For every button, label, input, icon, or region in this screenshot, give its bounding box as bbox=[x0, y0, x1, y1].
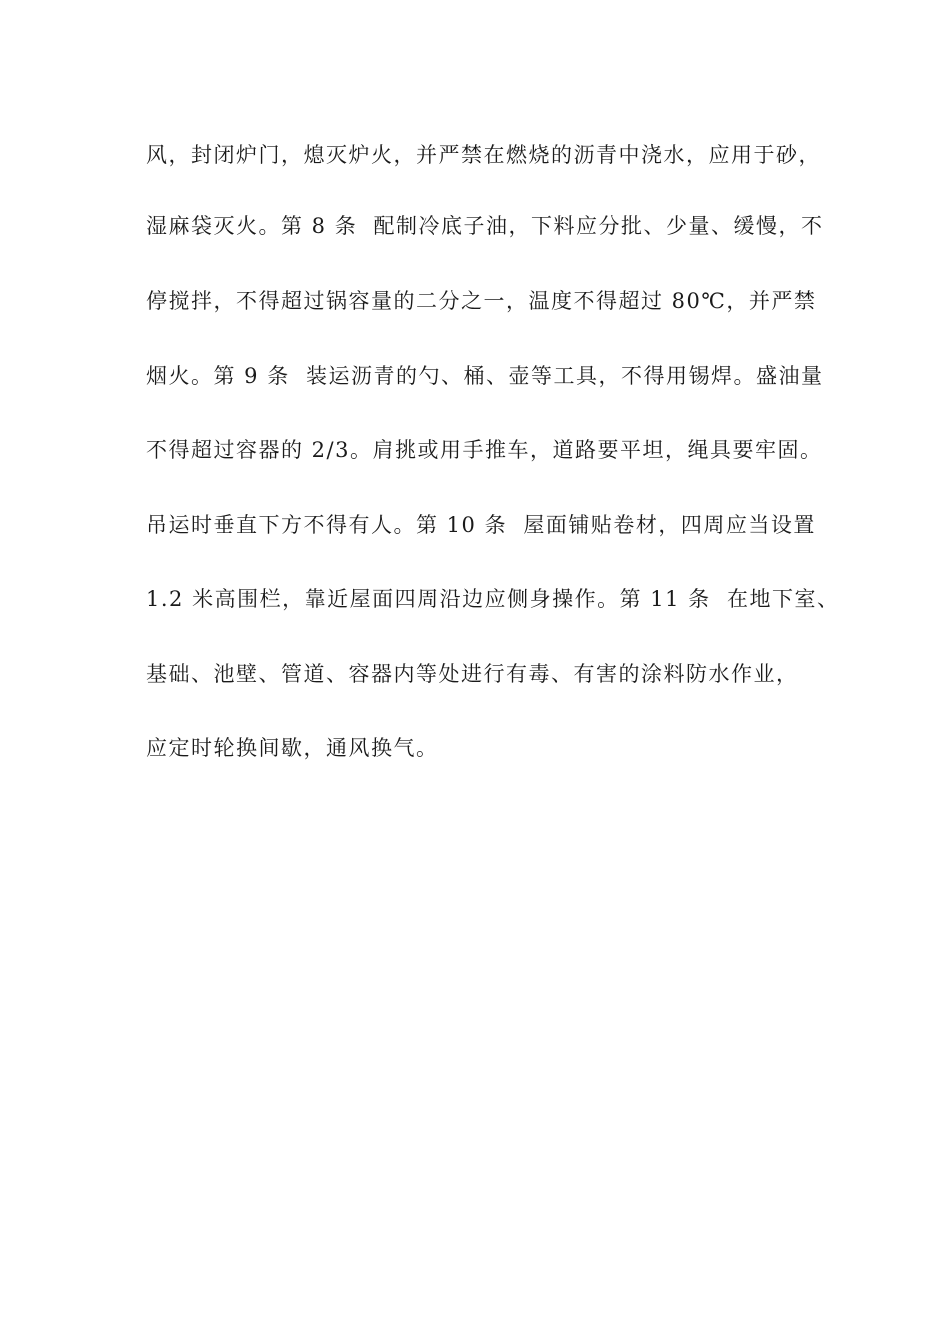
text-line: 风，封闭炉门，熄灭炉火，并严禁在燃烧的沥青中浇水，应用于砂， bbox=[146, 143, 821, 167]
text-line: 停搅拌，不得超过锅容量的二分之一，温度不得超过 80℃，并严禁 bbox=[146, 289, 817, 313]
text-line: 基础、池壁、管道、容器内等处进行有毒、有害的涂料防水作业， bbox=[146, 662, 799, 686]
text-line: 应定时轮换间歇，通风换气。 bbox=[146, 736, 439, 760]
text-line: 不得超过容器的 2/3。肩挑或用手推车，道路要平坦，绳具要牢固。 bbox=[146, 438, 823, 462]
text-line: 烟火。第 9 条 装运沥青的勺、桶、壶等工具，不得用锡焊。盛油量 bbox=[146, 364, 824, 388]
text-line: 1.2 米高围栏，靠近屋面四周沿边应侧身操作。第 11 条 在地下室、 bbox=[146, 587, 840, 611]
text-line: 湿麻袋灭火。第 8 条 配制冷底子油，下料应分批、少量、缓慢，不 bbox=[146, 214, 824, 238]
text-line: 吊运时垂直下方不得有人。第 10 条 屋面铺贴卷材，四周应当设置 bbox=[146, 513, 816, 537]
